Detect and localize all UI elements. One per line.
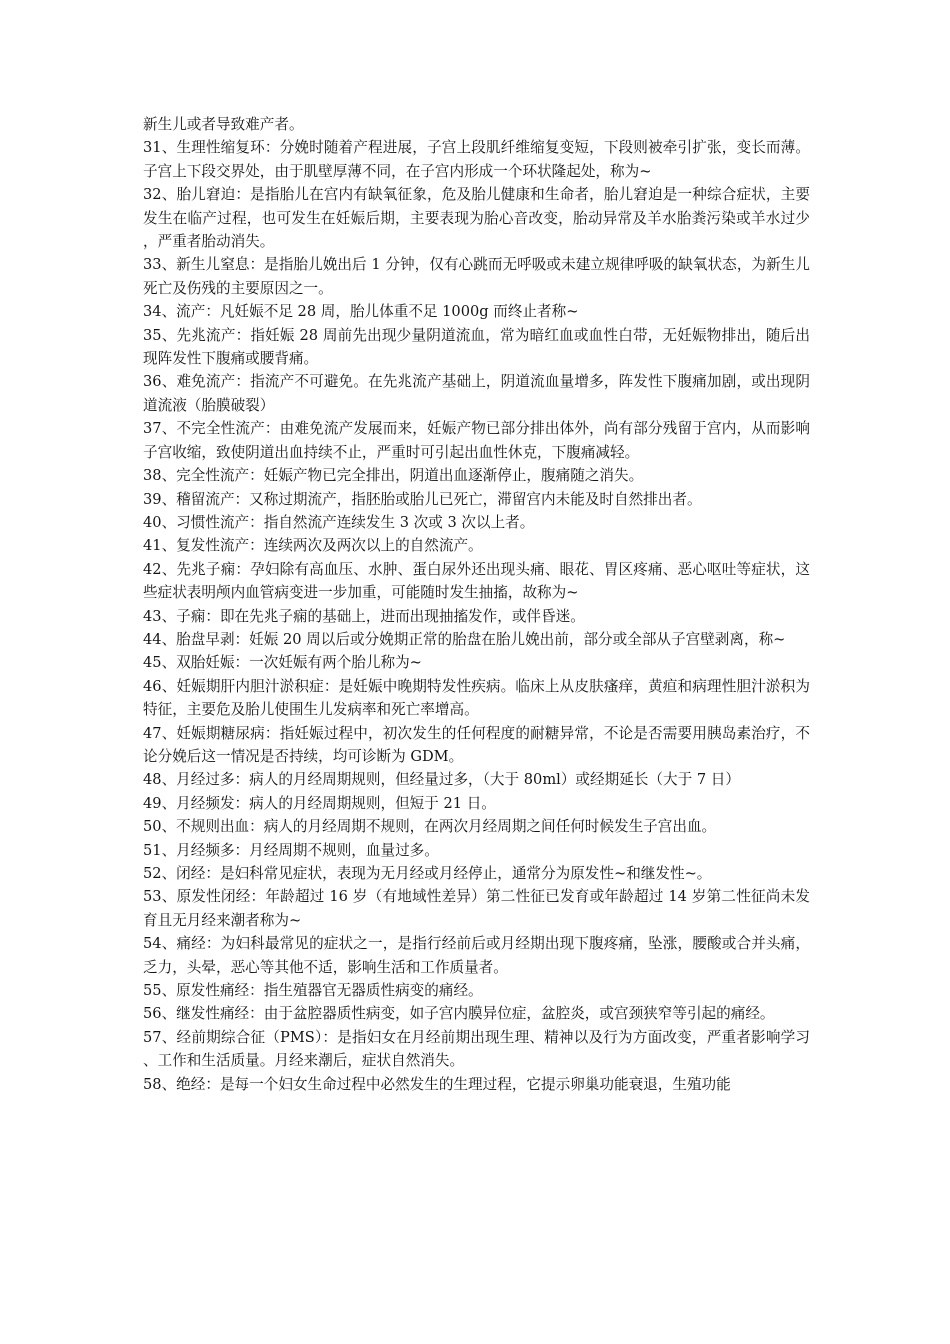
paragraph-52: 52、闭经：是妇科常见症状，表现为无月经或月经停止，通常分为原发性~和继发性~。	[143, 865, 712, 882]
paragraph-58: 58、绝经：是每一个妇女生命过程中必然发生的生理过程，它提示卵巢功能衰退，生殖功能	[143, 1075, 731, 1093]
paragraph-40: 40、习惯性流产：指自然流产连续发生 3 次或 3 次以上者。	[143, 513, 535, 531]
document-body	[143, 113, 810, 1096]
paragraph-45: 45、双胎妊娠：一次妊娠有两个胎儿称为~	[143, 654, 422, 672]
paragraph-47: 47、妊娠期糖尿病：指妊娠过程中，初次发生的任何程度的耐糖异常，不论是否需要用胰岛素治疗，不论分娩后这一情况是否持续，均可诊断为 GDM。	[143, 724, 810, 765]
paragraph-51: 51、月经频多：月经周期不规则，血量过多。	[143, 841, 439, 859]
paragraph-54: 54、痛经：为妇科最常见的症状之一，是指行经前后或月经期出现下腹疼痛，坠涨，腰酸或合并头痛，乏力，头晕，恶心等其他不适，影响生活和工作质量者。	[143, 935, 810, 976]
paragraph-continuation: 新生儿或者导致难产者。	[143, 116, 304, 133]
paragraph-46: 46、妊娠期肝内胆汁淤积症：是妊娠中晚期特发性疾病。临床上从皮肤瘙痒，黄疸和病理性胆汁淤积为特征，主要危及胎儿使围生儿发病率和死亡率增高。	[143, 677, 810, 719]
paragraph-34: 34、流产：凡妊娠不足 28 周，胎儿体重不足 1000g 而终止者称~	[143, 303, 579, 321]
paragraph-53: 53、原发性闭经：年龄超过 16 岁（有地域性差异）第二性征已发育或年龄超过 14 岁第二性征尚未发育且无月经来潮者称为~	[143, 888, 810, 929]
paragraph-31: 31、生理性缩复环：分娩时随着产程进展，子宫上段肌纤维缩复变短，下段则被牵引扩张，变长而薄。子宫上下段交界处，由于肌壁厚薄不同，在子宫内形成一个环状隆起处，称为~	[143, 139, 810, 180]
paragraph-43: 43、子痫：即在先兆子痫的基础上，进而出现抽搐发作，或伴昏迷。	[143, 607, 585, 625]
paragraph-48: 48、月经过多：病人的月经周期规则，但经量过多，（大于 80ml）或经期延长（大于 7 日）	[143, 771, 740, 789]
paragraph-56: 56、继发性痛经：由于盆腔器质性病变，如子宫内膜异位症，盆腔炎，或宫颈狭窄等引起的痛经。	[143, 1005, 775, 1023]
paragraph-32: 32、胎儿窘迫：是指胎儿在宫内有缺氧征象，危及胎儿健康和生命者，胎儿窘迫是一种综合症状，主要发生在临产过程，也可发生在妊娠后期，主要表现为胎心音改变，胎动异常及羊水胎粪污染或羊水过少，严重者胎动消失。	[143, 186, 810, 251]
paragraph-42: 42、先兆子痫：孕妇除有高血压、水肿、蛋白尿外还出现头痛、眼花、胃区疼痛、恶心呕吐等症状，这些症状表明颅内血管病变进一步加重，可能随时发生抽搐，故称为~	[143, 560, 810, 602]
paragraph-39: 39、稽留流产：又称过期流产，指胚胎或胎儿已死亡，滞留宫内未能及时自然排出者。	[143, 490, 702, 508]
paragraph-50: 50、不规则出血：病人的月经周期不规则，在两次月经周期之间任何时候发生子宫出血。	[143, 818, 717, 836]
paragraph-36: 36、难免流产：指流产不可避免。在先兆流产基础上，阴道流血量增多，阵发性下腹痛加剧，或出现阴道流液（胎膜破裂）	[143, 373, 810, 414]
paragraph-33: 33、新生儿窒息：是指胎儿娩出后 1 分钟，仅有心跳而无呼吸或未建立规律呼吸的缺氧状态，为新生儿死亡及伤残的主要原因之一。	[143, 256, 810, 297]
paragraph-57: 57、经前期综合征（PMS）：是指妇女在月经前期出现生理、精神以及行为方面改变，严重者影响学习、工作和生活质量。月经来潮后，症状自然消失。	[143, 1028, 810, 1070]
paragraph-37: 37、不完全性流产：由难免流产发展而来，妊娠产物已部分排出体外，尚有部分残留于宫内，从而影响子宫收缩，致使阴道出血持续不止，严重时可引起出血性休克，下腹痛减轻。	[143, 420, 810, 461]
paragraph-41: 41、复发性流产：连续两次及两次以上的自然流产。	[143, 537, 483, 555]
paragraph-35: 35、先兆流产：指妊娠 28 周前先出现少量阴道流血，常为暗红血或血性白带，无妊娠物排出，随后出现阵发性下腹痛或腰背痛。	[143, 326, 810, 368]
paragraph-55: 55、原发性痛经：指生殖器官无器质性病变的痛经。	[143, 982, 483, 1000]
paragraph-38: 38、完全性流产：妊娠产物已完全排出，阴道出血逐渐停止，腹痛随之消失。	[143, 467, 644, 485]
paragraph-44: 44、胎盘早剥：妊娠 20 周以后或分娩期正常的胎盘在胎儿娩出前，部分或全部从子宫壁剥离，称~	[143, 630, 786, 648]
paragraph-49: 49、月经频发：病人的月经周期规则，但短于 21 日。	[143, 794, 496, 812]
